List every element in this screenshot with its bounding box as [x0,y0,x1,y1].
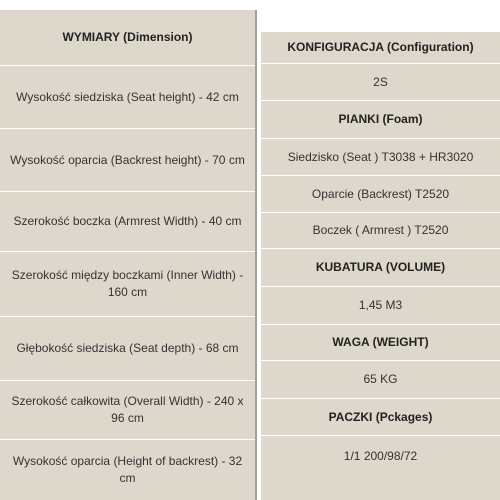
volume-value: 1,45 M3 [358,298,403,312]
dimension-row-seat-depth: Głębokość siedziska (Seat depth) - 68 cm [16,341,239,355]
specifications-table [261,32,500,500]
dimension-row-seat-height: Wysokość siedziska (Seat height) - 42 cm [16,89,239,104]
volume-header: KUBATURA (VOLUME) [315,260,446,274]
configuration-header: KONFIGURACJA (Configuration) [287,40,474,54]
foam-backrest-value: Oparcie (Backrest) T2520 [311,186,450,201]
dimension-row-inner-width: Szerokość między boczkami (Inner Width) - 160 cm [11,268,244,299]
packages-header: PACZKI (Pckages) [328,409,433,424]
dimension-row-armrest-width: Szerokość boczka (Armrest Width) - 40 cm [13,214,242,228]
weight-header: WAGA (WEIGHT) [332,335,429,349]
dimensions-table [0,10,257,500]
packages-value: 1/1 200/98/72 [343,448,418,463]
foam-armrest-value: Boczek ( Armrest ) T2520 [312,223,449,237]
dimension-row-backrest-top-height: Wysokość oparcia (Height of backrest) - 32 cm [12,454,243,485]
dimensions-header: WYMIARY (Dimension) [62,30,193,44]
foam-header: PIANKI (Foam) [338,112,423,126]
configuration-value: 2S [373,74,388,89]
dimension-row-overall-width: Szerokość całkowita (Overall Width) - 240 x 96 cm [11,394,244,425]
foam-seat-value: Siedzisko (Seat ) T3038 + HR3020 [287,149,474,164]
weight-value: 65 KG [363,372,398,386]
dimension-row-backrest-height: Wysokość oparcia (Backrest height) - 70 cm [10,152,245,167]
